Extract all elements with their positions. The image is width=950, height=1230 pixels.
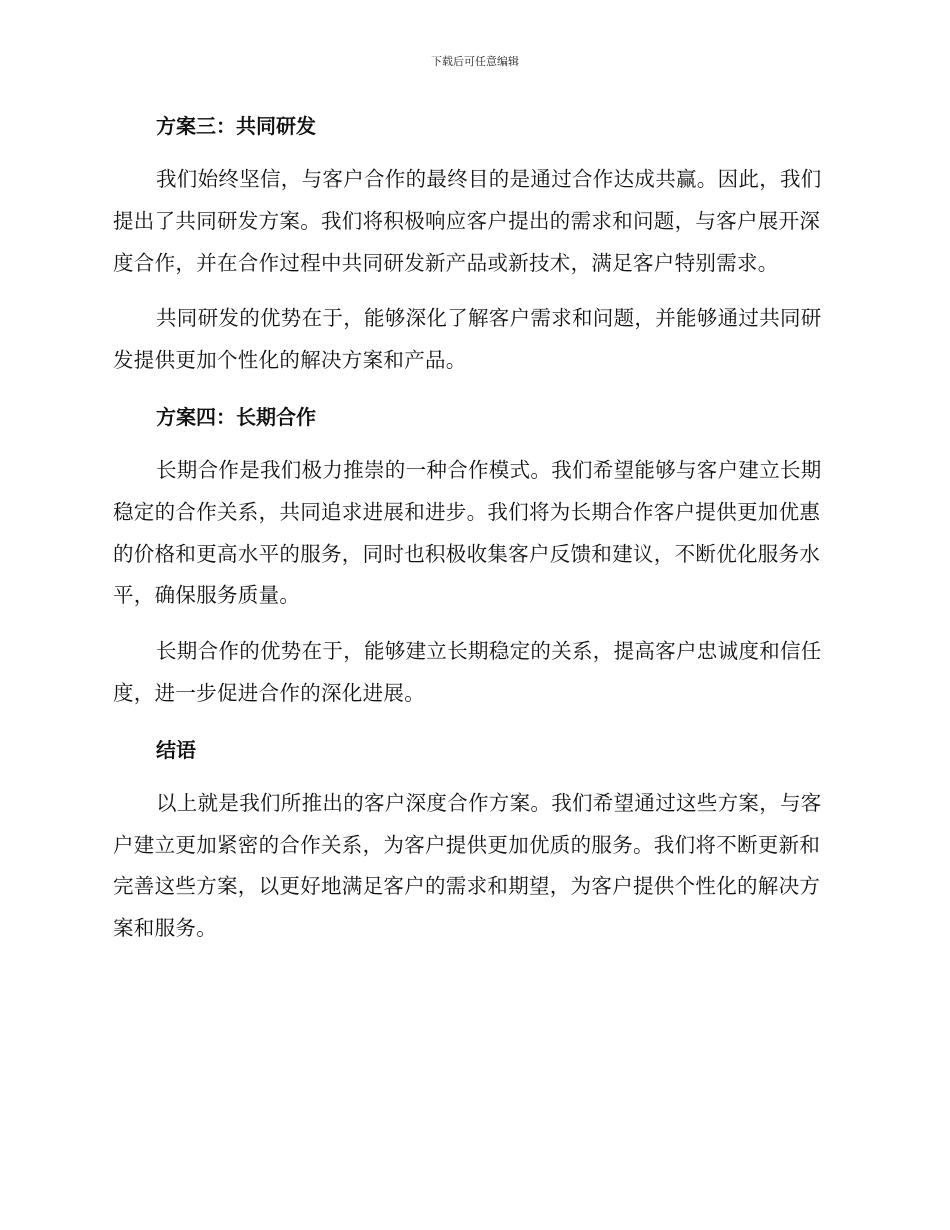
section-title-conclusion: 结语 — [156, 737, 196, 762]
section-title-plan-three: 方案三：共同研发 — [156, 114, 316, 138]
paragraph: 长期合作是我们极力推崇的一种合作模式。我们希望能够与客户建立长期稳定的合作关系，共同追求进展和进步。我们将为长期合作客户提供更加优惠的价格和更高水平的服务，同时也积极收集客户反馈和建议，不断优化服务水平，确保服务质量。 — [113, 457, 822, 608]
paragraph: 长期合作的优势在于，能够建立长期稳定的关系，提高客户忠诚度和信任度，进一步促进合作的深化进展。 — [113, 639, 822, 705]
page-header: 下载后可任意编辑 — [431, 55, 519, 68]
document-body — [113, 108, 833, 950]
paragraph: 共同研发的优势在于，能够深化了解客户需求和问题，并能够通过共同研发提供更加个性化的解决方案和产品。 — [113, 306, 822, 373]
paragraph: 以上就是我们所推出的客户深度合作方案。我们希望通过这些方案，与客户建立更加紧密的合作关系，为客户提供更加优质的服务。我们将不断更新和完善这些方案，以更好地满足客户的需求和期望，为客户提供个性化的解决方案和服务。 — [113, 790, 822, 941]
section-title-plan-four: 方案四：长期合作 — [156, 404, 316, 429]
paragraph: 我们始终坚信，与客户合作的最终目的是通过合作达成共赢。因此，我们提出了共同研发方案。我们将积极响应客户提出的需求和问题，与客户展开深度合作，并在合作过程中共同研发新产品或新技术，满足客户特别需求。 — [113, 167, 822, 275]
